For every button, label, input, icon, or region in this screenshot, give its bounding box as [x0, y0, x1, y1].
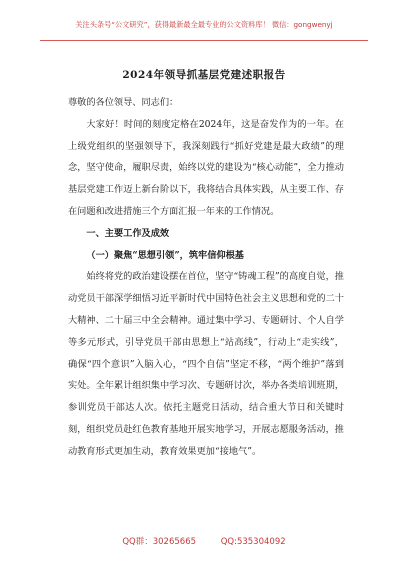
document-body [68, 92, 344, 463]
document-title: 2024年领导抓基层党建述职报告 [122, 69, 286, 81]
subsection-heading: （一）聚焦“思想引领”，筑牢信仰根基 [86, 249, 244, 261]
footer-qq-number: QQ:535304092 [220, 537, 286, 547]
footer-contacts [0, 535, 408, 547]
section-heading: 一、主要工作及成效 [86, 227, 170, 239]
subsection-paragraph: 始终将党的政治建设摆在首位，坚守“铸魂工程”的高度自觉，推动党员干部深学细悟习近平新时代中国特色社会主义思想和党的二十大精神、二十届三中全会精神。通过集中学习、专题研讨、个人自学等多元形式，引导党员干部由思想上“站高线”，行动上“走实线”，确保“四个意识”入脑入心，“四个自信”坚定不移，“两个维护”落到实处。全年累计组织集中学习次、专题研讨次，举办各类培训班期，参训党员干部达人次。依托主题党日活动，结合重大节日和关键时刻，组织党员赴红色教育基地开展实地学习，开展志愿服务活动，推动教育形式更加生动，教育效果更加“接地气”。 [68, 271, 344, 457]
header-notice: 关注头条号“公文研究”，获得最新最全最专业的公文资料库！ 微信：gongwenyj [75, 20, 333, 29]
intro-paragraph: 大家好！时间的刻度定格在2024年，这是奋发作为的一年。在上级党组织的坚强领导下，我深刻践行“抓好党建是最大政绩”的理念，坚守使命，履职尽责，始终以党的建设为“核心动能”，全力推动基层党建工作迈上新台阶以下，我将结合具体实践，从主要工作、存在问题和改进措施三个方面汇报一年来的工作情况。 [68, 118, 344, 217]
footer-qq-group: QQ群：30265665 [122, 537, 197, 547]
header-divider [40, 40, 368, 41]
salutation: 尊敬的各位领导、同志们： [68, 97, 179, 108]
